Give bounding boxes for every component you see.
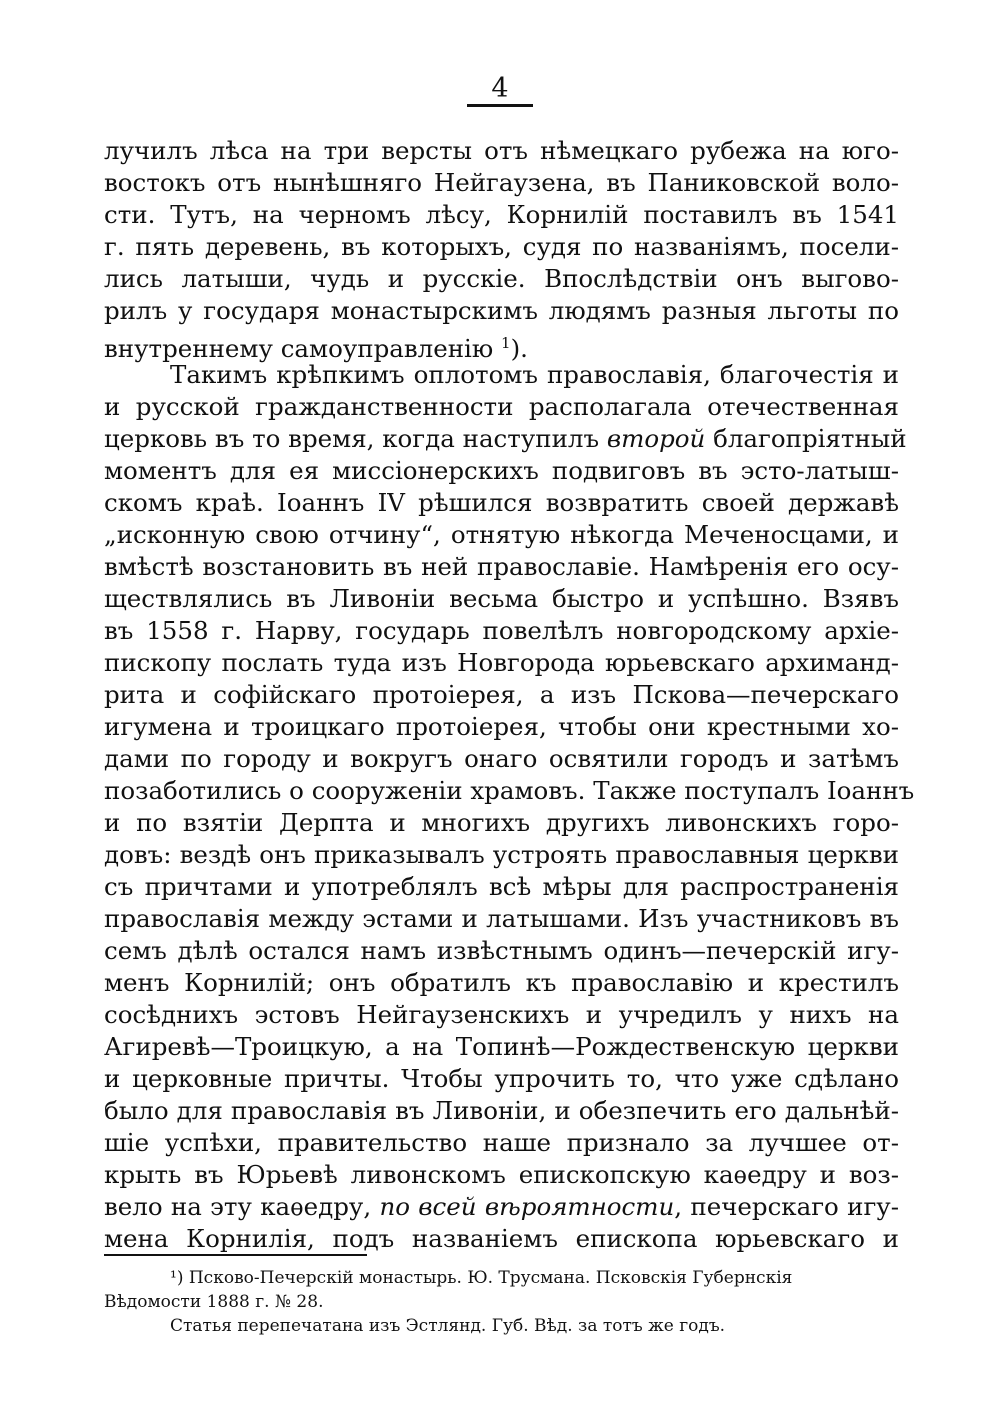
text-line: рилъ у государя монастырскимъ людямъ разныя льготы по xyxy=(104,296,899,325)
text-line: ществлялись въ Ливоніи весьма быстро и успѣшно. Взявъ xyxy=(104,584,899,613)
text-line xyxy=(104,1191,899,1223)
page-number: 4 xyxy=(491,73,509,104)
text-line: въ 1558 г. Нарву, государь повелѣлъ новгородскому архіе- xyxy=(104,616,899,645)
text-line: игумена и троицкаго протоіерея, чтобы они крестными хо- xyxy=(104,712,899,741)
italic-text: по всей вѣроятности xyxy=(379,1192,675,1221)
footnote-line: Вѣдомости 1888 г. № 28. xyxy=(104,1292,324,1312)
footnote-marker: ¹) xyxy=(170,1268,184,1288)
text-line: сти. Тутъ, на черномъ лѣсу, Корнилій поставилъ въ 1541 xyxy=(104,200,899,229)
footnote-text: Псково-Печерскій монастырь. Ю. Трусмана. Псковскія Губернскія xyxy=(188,1268,793,1288)
text-span: благопріятный xyxy=(705,424,907,453)
footnote-line: Статья перепечатана изъ Эстлянд. Губ. Вѣд. за тотъ же годъ. xyxy=(170,1316,726,1336)
text-line: дами по городу и вокругъ онаго освятили городъ и затѣмъ xyxy=(104,744,899,773)
text-line: Агиревѣ—Троицкую, а на Топинѣ—Рождественскую церкви xyxy=(104,1032,899,1061)
text-line: Такимъ крѣпкимъ оплотомъ православія, благочестія и xyxy=(170,360,899,389)
text-line: „исконную свою отчину“, отнятую нѣкогда Меченосцами, и xyxy=(104,520,899,549)
text-line: семъ дѣлѣ остался намъ извѣстнымъ одинъ—печерскій игу- xyxy=(104,936,899,965)
text-span: вело на эту каѳедру, xyxy=(104,1192,372,1221)
text-line: довъ: вездѣ онъ приказывалъ устроять православныя церкви xyxy=(104,840,899,869)
italic-text: второй xyxy=(606,424,706,453)
footnote-line xyxy=(170,1266,792,1290)
text-line: лись латыши, чудь и русскіе. Впослѣдствіи онъ выгово- xyxy=(104,264,899,293)
text-span: , печерскаго игу- xyxy=(674,1192,899,1221)
text-line: востокъ отъ нынѣшняго Нейгаузена, въ Паниковской воло- xyxy=(104,168,899,197)
text-line: лучилъ лѣса на три версты отъ нѣмецкаго рубежа на юго- xyxy=(104,136,899,165)
text-line: моментъ для ея миссіонерскихъ подвиговъ въ эсто-латыш- xyxy=(104,456,899,485)
text-line: и церковные причты. Чтобы упрочить то, что уже сдѣлано xyxy=(104,1064,899,1093)
text-line: съ причтами и употреблялъ всѣ мѣры для распространенія xyxy=(104,872,899,901)
page-number-rule xyxy=(467,104,533,107)
text-span: внутреннему самоуправленію xyxy=(104,334,494,363)
text-line: и русской гражданственности располагала отечественная xyxy=(104,392,899,421)
text-line: пископу послать туда изъ Новгорода юрьевскаго архиманд- xyxy=(104,648,899,677)
text-line: православія между эстами и латышами. Изъ участниковъ въ xyxy=(104,904,899,933)
text-line: шіе успѣхи, правительство наше признало за лучшее от- xyxy=(104,1128,899,1157)
text-line: вмѣстѣ возстановить въ ней православіе. Намѣренія его осу- xyxy=(104,552,899,581)
footnote-rule xyxy=(104,1254,367,1256)
text-line: мена Корнилія, подъ названіемъ епископа юрьевскаго и xyxy=(104,1224,899,1253)
text-line: позаботились о сооруженіи храмовъ. Также поступалъ Іоаннъ xyxy=(104,776,915,805)
text-span: церковь въ то время, когда наступилъ xyxy=(104,424,600,453)
text-span: ). xyxy=(510,334,528,363)
text-line: и по взятіи Дерпта и многихъ другихъ ливонскихъ горо- xyxy=(104,808,899,837)
text-line: скомъ краѣ. Іоаннъ IV рѣшился возвратить своей державѣ xyxy=(104,488,899,517)
text-line xyxy=(104,423,907,455)
text-line: менъ Корнилій; онъ обратилъ къ православію и крестилъ xyxy=(104,968,899,997)
footnote-ref: 1 xyxy=(501,334,511,352)
text-line: рита и софійскаго протоіерея, а изъ Пскова—печерскаго xyxy=(104,680,899,709)
text-line: было для православія въ Ливоніи, и обезпечить его дальнѣй- xyxy=(104,1096,899,1125)
text-line: г. пять деревень, въ которыхъ, судя по названіямъ, посели- xyxy=(104,232,899,261)
text-line: сосѣднихъ эстовъ Нейгаузенскихъ и учредилъ у нихъ на xyxy=(104,1000,899,1029)
text-line: крыть въ Юрьевѣ ливонскомъ епископскую каѳедру и воз- xyxy=(104,1160,899,1189)
